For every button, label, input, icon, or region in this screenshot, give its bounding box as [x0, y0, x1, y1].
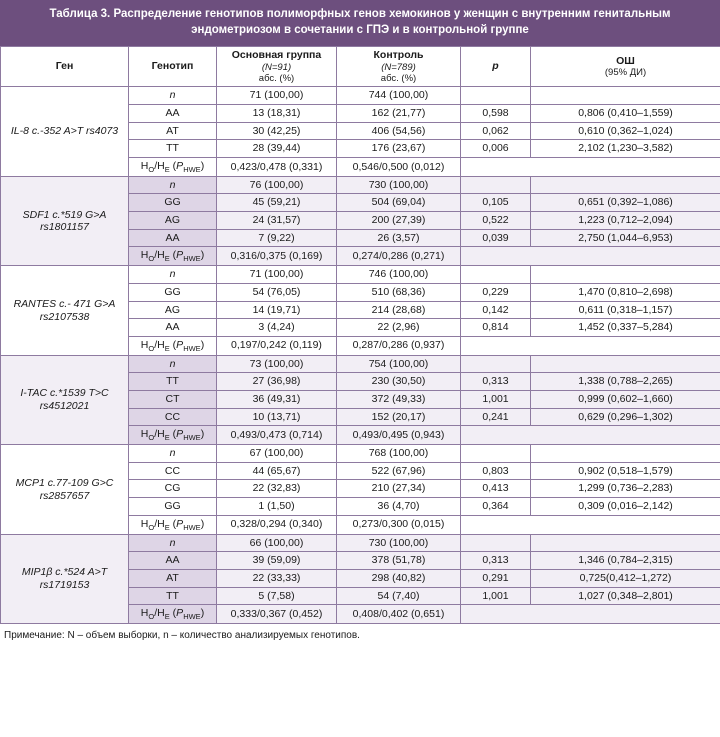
control-value: 26 (3,57) — [337, 229, 461, 247]
main-group-line2: (N=91) — [261, 61, 292, 73]
p-value: 0,803 — [461, 462, 531, 480]
hwe-control-value: 0,493/0,495 (0,943) — [337, 426, 461, 445]
header-row — [1, 47, 720, 87]
main-group-value: 1 (1,50) — [217, 498, 337, 516]
odds-ratio-value: 0,611 (0,318–1,157) — [531, 301, 720, 319]
main-group-value: 7 (9,22) — [217, 229, 337, 247]
table-body — [1, 87, 720, 624]
table-row — [1, 355, 720, 373]
empty-cell — [461, 515, 720, 534]
p-value: 0,241 — [461, 408, 531, 426]
hwe-control-value: 0,546/0,500 (0,012) — [337, 157, 461, 176]
main-group-value: 30 (42,25) — [217, 122, 337, 140]
gene-cell: IL-8 c.-352 A>T rs4073 — [1, 87, 129, 176]
control-value: 22 (2,96) — [337, 319, 461, 337]
p-value: 1,001 — [461, 391, 531, 409]
p-value: 0,522 — [461, 212, 531, 230]
or-line1: ОШ — [616, 54, 635, 67]
genotype-cell: $H_O/H_E$ $(P_{HWE})$ — [129, 605, 217, 624]
column-header-genotype: Генотип — [129, 47, 217, 87]
odds-ratio-value: 2,750 (1,044–6,953) — [531, 229, 720, 247]
genotype-cell: n — [129, 355, 217, 373]
main-group-value: 71 (100,00) — [217, 87, 337, 105]
main-group-value: 22 (32,83) — [217, 480, 337, 498]
odds-ratio-value: 1,027 (0,348–2,801) — [531, 587, 720, 605]
odds-ratio-value: 1,299 (0,736–2,283) — [531, 480, 720, 498]
odds-ratio-value: 2,102 (1,230–3,582) — [531, 140, 720, 158]
genotype-cell: n — [129, 176, 217, 194]
main-group-value: 71 (100,00) — [217, 266, 337, 284]
genotype-cell: CG — [129, 480, 217, 498]
hwe-control-value: 0,274/0,286 (0,271) — [337, 247, 461, 266]
p-value: 0,814 — [461, 319, 531, 337]
control-value: 152 (20,17) — [337, 408, 461, 426]
odds-ratio-value: 1,338 (0,788–2,265) — [531, 373, 720, 391]
p-value: 0,598 — [461, 105, 531, 123]
main-group-line1: Основная группа — [231, 49, 322, 62]
control-value: 200 (27,39) — [337, 212, 461, 230]
control-value: 378 (51,78) — [337, 552, 461, 570]
control-value: 54 (7,40) — [337, 587, 461, 605]
control-value: 176 (23,67) — [337, 140, 461, 158]
table-title: Таблица 3. Распределение генотипов полиморфных генов хемокинов у женщин с внутренним генитальным эндометриозом в сочетании с ГПЭ и в контрольной группе — [0, 0, 720, 46]
genotype-cell: AA — [129, 229, 217, 247]
genotype-cell: AT — [129, 122, 217, 140]
p-value: 0,142 — [461, 301, 531, 319]
genotype-cell: AA — [129, 319, 217, 337]
gene-cell: MIP1β c.*524 A>T rs1719153 — [1, 534, 129, 623]
control-line2: (N=789) — [381, 61, 416, 73]
main-group-value: 76 (100,00) — [217, 176, 337, 194]
p-value — [461, 266, 531, 284]
genotype-cell: $H_O/H_E$ $(P_{HWE})$ — [129, 515, 217, 534]
control-line3: абс. (%) — [380, 73, 417, 85]
genotype-cell: TT — [129, 373, 217, 391]
control-value: 230 (30,50) — [337, 373, 461, 391]
main-group-value: 10 (13,71) — [217, 408, 337, 426]
control-value: 510 (68,36) — [337, 283, 461, 301]
main-group-value: 13 (18,31) — [217, 105, 337, 123]
control-value: 730 (100,00) — [337, 176, 461, 194]
main-group-value: 67 (100,00) — [217, 445, 337, 463]
p-value — [461, 176, 531, 194]
p-value — [461, 87, 531, 105]
odds-ratio-value: 1,452 (0,337–5,284) — [531, 319, 720, 337]
hwe-main-value: 0,328/0,294 (0,340) — [217, 515, 337, 534]
p-value: 1,001 — [461, 587, 531, 605]
control-value: 406 (54,56) — [337, 122, 461, 140]
main-group-value: 73 (100,00) — [217, 355, 337, 373]
empty-cell — [461, 426, 720, 445]
odds-ratio-value: 1,470 (0,810–2,698) — [531, 283, 720, 301]
main-group-value: 44 (65,67) — [217, 462, 337, 480]
control-value: 210 (27,34) — [337, 480, 461, 498]
empty-cell — [461, 247, 720, 266]
odds-ratio-value: 0,610 (0,362–1,024) — [531, 122, 720, 140]
control-value: 730 (100,00) — [337, 534, 461, 552]
table-row — [1, 87, 720, 105]
odds-ratio-value — [531, 266, 720, 284]
control-value: 162 (21,77) — [337, 105, 461, 123]
p-value: 0,413 — [461, 480, 531, 498]
p-value: 0,006 — [461, 140, 531, 158]
p-value: 0,039 — [461, 229, 531, 247]
genotype-cell: AA — [129, 105, 217, 123]
odds-ratio-value — [531, 534, 720, 552]
gene-cell: SDF1 c.*519 G>A rs1801157 — [1, 176, 129, 265]
genotype-cell: n — [129, 534, 217, 552]
odds-ratio-value: 0,725(0,412–1,272) — [531, 569, 720, 587]
control-value: 372 (49,33) — [337, 391, 461, 409]
p-value: 0,313 — [461, 552, 531, 570]
control-value: 504 (69,04) — [337, 194, 461, 212]
genotype-cell: TT — [129, 140, 217, 158]
main-group-value: 24 (31,57) — [217, 212, 337, 230]
odds-ratio-value: 0,309 (0,016–2,142) — [531, 498, 720, 516]
main-group-value: 5 (7,58) — [217, 587, 337, 605]
p-value — [461, 355, 531, 373]
odds-ratio-value: 0,999 (0,602–1,660) — [531, 391, 720, 409]
p-value: 0,313 — [461, 373, 531, 391]
genotype-cell: CC — [129, 408, 217, 426]
genotype-cell: GG — [129, 283, 217, 301]
empty-cell — [461, 605, 720, 624]
column-header-gene: Ген — [1, 47, 129, 87]
odds-ratio-value — [531, 355, 720, 373]
control-value: 298 (40,82) — [337, 569, 461, 587]
p-value: 0,291 — [461, 569, 531, 587]
odds-ratio-value — [531, 87, 720, 105]
control-value: 214 (28,68) — [337, 301, 461, 319]
table-row — [1, 176, 720, 194]
genotype-cell: AG — [129, 212, 217, 230]
odds-ratio-value — [531, 445, 720, 463]
hwe-main-value: 0,423/0,478 (0,331) — [217, 157, 337, 176]
p-value: 0,105 — [461, 194, 531, 212]
odds-ratio-value: 0,629 (0,296–1,302) — [531, 408, 720, 426]
odds-ratio-value: 0,902 (0,518–1,579) — [531, 462, 720, 480]
genotype-cell: CT — [129, 391, 217, 409]
hwe-main-value: 0,316/0,375 (0,169) — [217, 247, 337, 266]
column-header-p: p — [461, 47, 531, 87]
control-value: 522 (67,96) — [337, 462, 461, 480]
hwe-control-value: 0,408/0,402 (0,651) — [337, 605, 461, 624]
p-value — [461, 534, 531, 552]
main-group-value: 54 (76,05) — [217, 283, 337, 301]
table-row — [1, 534, 720, 552]
genotype-cell: $H_O/H_E$ $(P_{HWE})$ — [129, 157, 217, 176]
gene-cell: MCP1 c.77-109 G>C rs2857657 — [1, 445, 129, 534]
main-group-value: 27 (36,98) — [217, 373, 337, 391]
p-value — [461, 445, 531, 463]
p-value: 0,062 — [461, 122, 531, 140]
odds-ratio-value: 0,806 (0,410–1,559) — [531, 105, 720, 123]
column-header-main-group — [217, 47, 337, 87]
genotype-cell: GG — [129, 498, 217, 516]
odds-ratio-value — [531, 176, 720, 194]
control-value: 36 (4,70) — [337, 498, 461, 516]
genotype-cell: $H_O/H_E$ $(P_{HWE})$ — [129, 336, 217, 355]
genotype-cell: n — [129, 266, 217, 284]
control-value: 768 (100,00) — [337, 445, 461, 463]
p-value: 0,364 — [461, 498, 531, 516]
table-row — [1, 445, 720, 463]
genotype-distribution-table — [0, 46, 720, 624]
main-group-value: 45 (59,21) — [217, 194, 337, 212]
table-row — [1, 266, 720, 284]
odds-ratio-value: 1,223 (0,712–2,094) — [531, 212, 720, 230]
hwe-main-value: 0,197/0,242 (0,119) — [217, 336, 337, 355]
genotype-cell: AG — [129, 301, 217, 319]
odds-ratio-value: 1,346 (0,784–2,315) — [531, 552, 720, 570]
genotype-cell: n — [129, 445, 217, 463]
control-line1: Контроль — [373, 49, 424, 62]
column-header-control — [337, 47, 461, 87]
table-header — [1, 47, 720, 87]
empty-cell — [461, 336, 720, 355]
genotype-cell: AT — [129, 569, 217, 587]
hwe-main-value: 0,493/0,473 (0,714) — [217, 426, 337, 445]
gene-cell: RANTES c.- 471 G>A rs2107538 — [1, 266, 129, 355]
gene-cell: I-TAC c.*1539 T>C rs4512021 — [1, 355, 129, 444]
or-line2: (95% ДИ) — [604, 67, 647, 79]
p-value: 0,229 — [461, 283, 531, 301]
hwe-control-value: 0,287/0,286 (0,937) — [337, 336, 461, 355]
control-value: 746 (100,00) — [337, 266, 461, 284]
genotype-cell: $H_O/H_E$ $(P_{HWE})$ — [129, 426, 217, 445]
main-group-line3: абс. (%) — [258, 73, 295, 85]
control-value: 744 (100,00) — [337, 87, 461, 105]
main-group-value: 66 (100,00) — [217, 534, 337, 552]
odds-ratio-value: 0,651 (0,392–1,086) — [531, 194, 720, 212]
genotype-cell: $H_O/H_E$ $(P_{HWE})$ — [129, 247, 217, 266]
hwe-control-value: 0,273/0,300 (0,015) — [337, 515, 461, 534]
main-group-value: 28 (39,44) — [217, 140, 337, 158]
main-group-value: 39 (59,09) — [217, 552, 337, 570]
table-note: Примечание: N – объем выборки, n – количество анализируемых генотипов. — [4, 630, 360, 642]
column-header-or — [531, 47, 720, 87]
main-group-value: 36 (49,31) — [217, 391, 337, 409]
genotype-cell: AA — [129, 552, 217, 570]
genotype-cell: n — [129, 87, 217, 105]
hwe-main-value: 0,333/0,367 (0,452) — [217, 605, 337, 624]
main-group-value: 3 (4,24) — [217, 319, 337, 337]
genotype-cell: GG — [129, 194, 217, 212]
empty-cell — [461, 157, 720, 176]
main-group-value: 14 (19,71) — [217, 301, 337, 319]
genotype-cell: TT — [129, 587, 217, 605]
main-group-value: 22 (33,33) — [217, 569, 337, 587]
genotype-cell: CC — [129, 462, 217, 480]
control-value: 754 (100,00) — [337, 355, 461, 373]
